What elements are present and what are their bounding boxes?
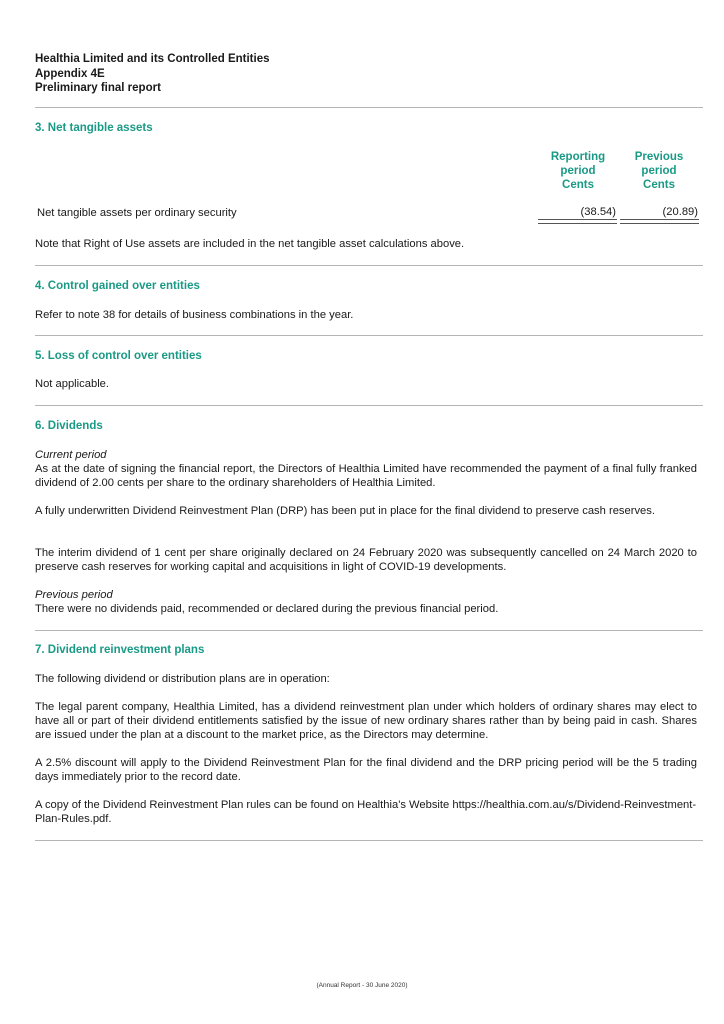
- nta-note: Note that Right of Use assets are included in the net tangible asset calculations above.: [35, 238, 465, 250]
- appendix-label: Appendix 4E: [35, 67, 105, 80]
- drp-put-in-place-text: A fully underwritten Dividend Reinvestment Plan (DRP) has been put in place for the final dividend to preserve cash reserves.: [35, 505, 655, 517]
- section-title-net-tangible-assets: 3. Net tangible assets: [35, 122, 153, 134]
- company-name: Healthia Limited and its Controlled Entities: [35, 53, 270, 65]
- column-header-reporting: Reporting period Cents: [550, 151, 606, 191]
- divider: [35, 265, 703, 266]
- section-title-control-gained: 4. Control gained over entities: [35, 280, 200, 292]
- drp-paragraph-2: A 2.5% discount will apply to the Dividend Reinvestment Plan for the final dividend and the DRP pricing period will be the 5 trading days immediately prior to the record date.: [35, 757, 697, 783]
- page-footer: (Annual Report - 30 June 2020): [316, 982, 408, 989]
- current-period-label: Current period: [35, 449, 107, 461]
- drp-paragraph-1: The legal parent company, Healthia Limited, has a dividend reinvestment plan under which holders of ordinary shares may elect to have all or part of their dividend entitlements satisfied by the issue of new ordinary shares rather than by being paid in cash. Shares are issued under the plan at a discount to the market price, as the Directors may determine.: [35, 701, 697, 741]
- nta-reporting-value: (38.54): [580, 206, 616, 218]
- nta-previous-value: (20.89): [662, 206, 698, 218]
- divider: [35, 335, 703, 336]
- previous-period-text: There were no dividends paid, recommended or declared during the previous financial period.: [35, 603, 499, 615]
- divider: [35, 630, 703, 631]
- loss-of-control-text: Not applicable.: [35, 378, 110, 390]
- control-gained-text: Refer to note 38 for details of business combinations in the year.: [35, 309, 354, 321]
- divider: [35, 840, 703, 841]
- divider: [35, 405, 703, 406]
- column-header-previous: Previous period Cents: [634, 151, 684, 191]
- report-type: Preliminary final report: [35, 82, 161, 94]
- divider: [35, 107, 703, 108]
- section-title-dividends: 6. Dividends: [35, 420, 103, 432]
- drp-intro-text: The following dividend or distribution plans are in operation:: [35, 673, 330, 685]
- interim-dividend-text: The interim dividend of 1 cent per share originally declared on 24 February 2020 was subsequently cancelled on 24 March 2020 to preserve cash reserves for working capital and acquisitions in light of COVID-19 developments.: [35, 547, 697, 573]
- double-underline: [620, 219, 699, 224]
- current-period-text: As at the date of signing the financial report, the Directors of Healthia Limited have recommended the payment of a final fully franked dividend of 2.00 cents per share to the ordinary shareholders of Healthia Limited.: [35, 463, 697, 489]
- section-title-dividend-reinvestment: 7. Dividend reinvestment plans: [35, 644, 205, 656]
- report-header: [35, 52, 270, 96]
- section-title-loss-of-control: 5. Loss of control over entities: [35, 350, 202, 362]
- previous-period-label: Previous period: [35, 589, 113, 601]
- nta-row-label: Net tangible assets per ordinary security: [37, 207, 237, 219]
- drp-paragraph-3: A copy of the Dividend Reinvestment Plan rules can be found on Healthia's Website https://healthia.com.au/s/Dividend-Reinvestment-Plan-Rules.pdf.: [35, 799, 697, 825]
- double-underline: [538, 219, 617, 224]
